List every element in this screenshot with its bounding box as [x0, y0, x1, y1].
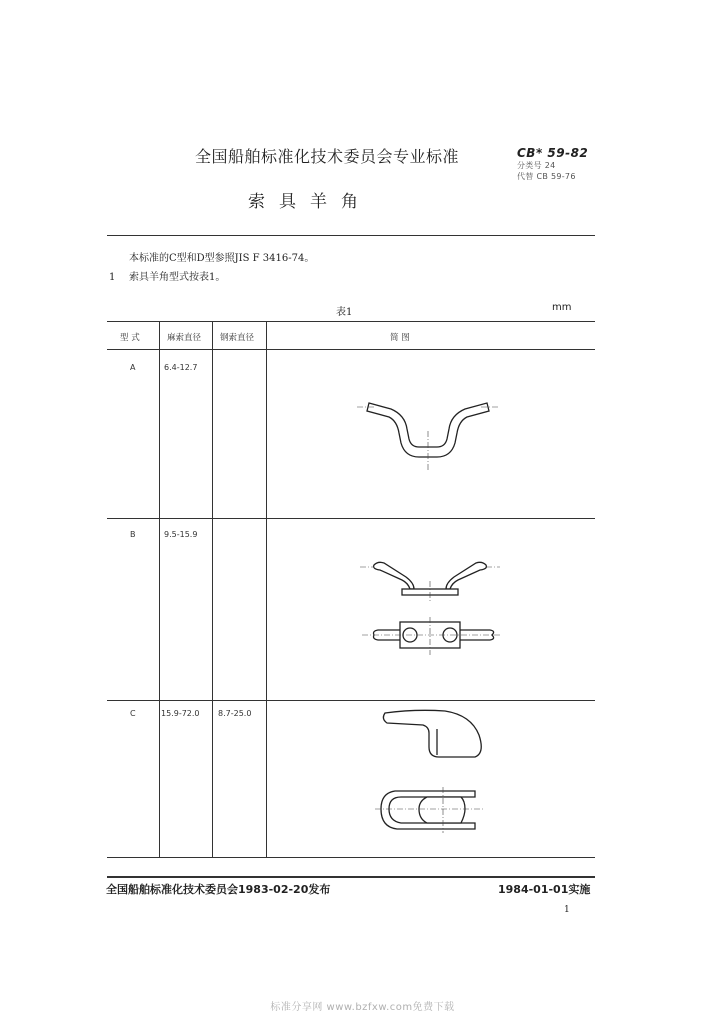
table-row-rule: [107, 518, 595, 519]
row-c-col2: 15.9-72.0: [161, 709, 200, 718]
clause-1: [109, 268, 225, 283]
table-unit: mm: [552, 302, 572, 313]
table-column-divider: [266, 321, 267, 857]
organization-title: 全国船舶标准化技术委员会专业标准: [195, 147, 460, 166]
site-watermark: 标准分享网 www.bzfxw.com免费下载: [270, 1002, 455, 1013]
clause-text: 索具羊角型式按表1。: [129, 272, 226, 283]
header-rule: [107, 235, 595, 236]
table-column-divider: [159, 321, 160, 857]
classification-code: 分类号 24: [517, 161, 556, 170]
row-b-type: B: [130, 530, 136, 539]
header-col2: 麻索直径: [167, 333, 202, 343]
header-col3: 钢索直径: [220, 333, 255, 343]
row-a-type: A: [130, 363, 136, 372]
issue-statement: 全国船舶标准化技术委员会1983-02-20发布: [106, 883, 331, 896]
type-a-cleat-figure: [355, 395, 500, 475]
table-bottom-rule: [107, 857, 595, 858]
effective-date: 1984-01-01实施: [498, 883, 591, 896]
standard-number: CB* 59-82: [517, 146, 589, 160]
row-b-col2: 9.5-15.9: [164, 530, 198, 539]
replaces-standard: 代替 CB 59-76: [517, 172, 576, 181]
document-title: 索具羊角: [248, 192, 372, 212]
intro-paragraph: 本标准的C型和D型参照JIS F 3416-74。: [129, 253, 315, 264]
row-a-col2: 6.4-12.7: [164, 363, 198, 372]
page-number: 1: [564, 905, 570, 915]
table-column-divider: [212, 321, 213, 857]
footer-rule: [107, 876, 595, 878]
type-c-cleat-figure: [375, 705, 505, 845]
type-b-cleat-figure: [358, 555, 503, 665]
row-c-col3: 8.7-25.0: [218, 709, 252, 718]
table-caption: 表1: [336, 307, 353, 318]
standard-info-block: [517, 147, 588, 181]
header-figure: 简 图: [390, 333, 410, 343]
table-row-rule: [107, 700, 595, 701]
table-top-rule: [107, 321, 595, 322]
clause-number: 1: [109, 272, 116, 283]
table-header-rule: [107, 349, 595, 350]
header-type: 型 式: [120, 333, 140, 343]
row-c-type: C: [130, 709, 136, 718]
